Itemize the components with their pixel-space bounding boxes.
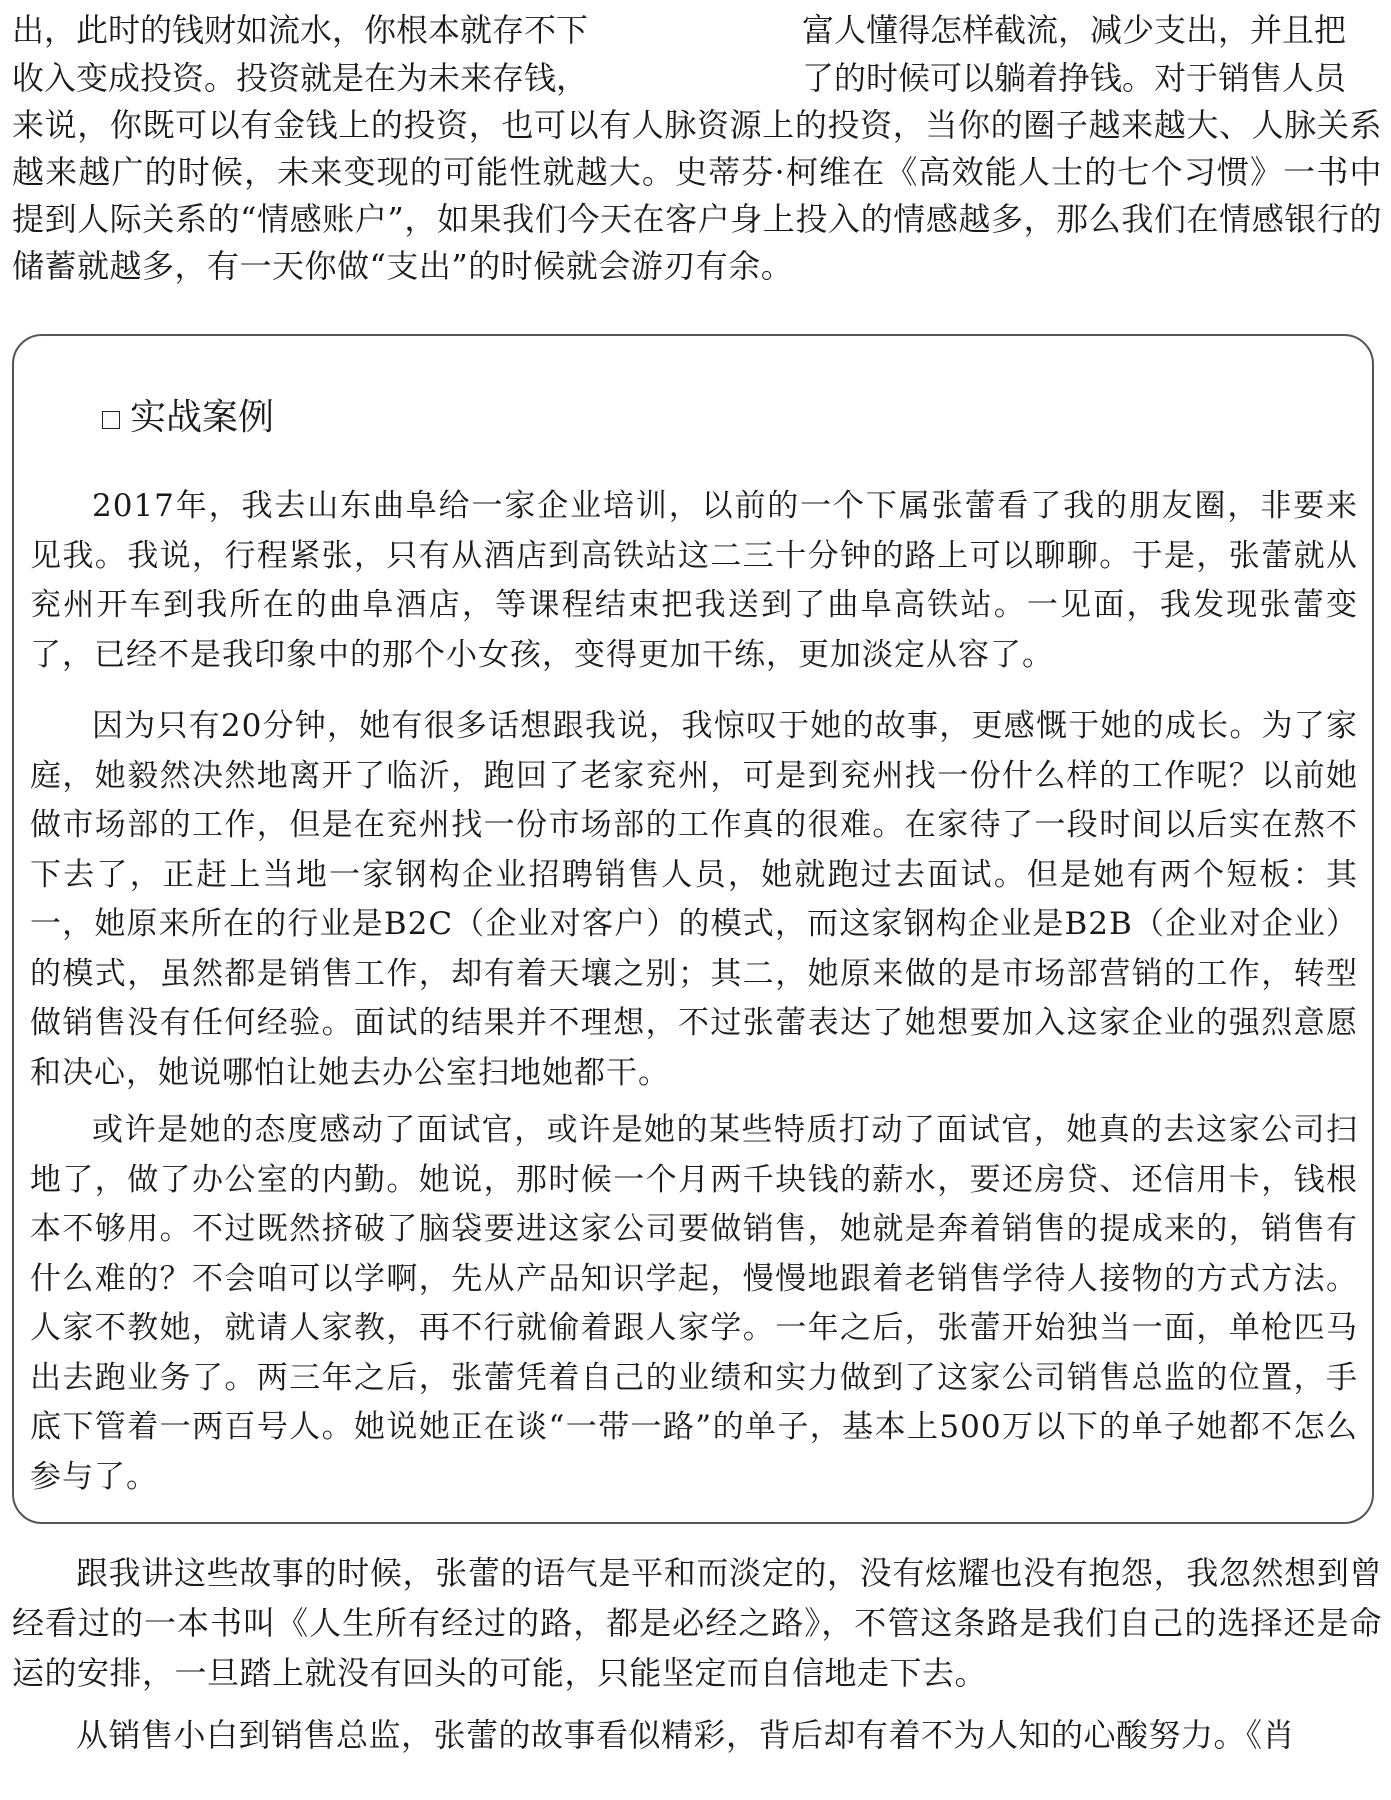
top-line-1-right: 富人懂得怎样截流，减少支出，并且把 (802, 11, 1347, 49)
case-study-box (12, 334, 1374, 1524)
top-line-1-left: 出，此时的钱财如流水，你根本就存不下 (12, 11, 589, 49)
case-paragraph-2: 因为只有20分钟，她有很多话想跟我说，我惊叹于她的故事，更感慨于她的成长。为了家庭，她毅然决然地离开了临沂，跑回了老家兖州，可是到兖州找一份什么样的工作呢？以前她做市场部的工作，但是在兖州找一份市场部的工作真的很难。在家待了一段时间以后实在熬不下去了，正赶上当地一家钢构企业招聘销售人员，她就跑过去面试。但是她有两个短板：其一，她原来所在的行业是B2C（企业对客户）的模式，而这家钢构企业是B2B（企业对企业）的模式，虽然都是销售工作，却有着天壤之别；其二，她原来做的是市场部营销的工作，转型做销售没有任何经验。面试的结果并不理想，不过张蕾表达了她想要加入这家企业的强烈意愿和决心，她说哪怕让她去办公室扫地她都干。 (30, 708, 1358, 1091)
top-paragraph-rest: 来说，你既可以有金钱上的投资，也可以有人脉资源上的投资，当你的圈子越来越大、人脉关系越来越广的时候，未来变现的可能性就越大。史蒂芬·柯维在《高效能人士的七个习惯》一书中提到人际关系的“情感账户”，如果我们今天在客户身上投入的情感越多，那么我们在情感银行的储蓄就越多，有一天你做“支出”的时候就会游刃有余。 (12, 106, 1382, 285)
case-paragraph-1: 2017年，我去山东曲阜给一家企业培训，以前的一个下属张蕾看了我的朋友圈，非要来见我。我说，行程紧张，只有从酒店到高铁站这二三十分钟的路上可以聊聊。于是，张蕾就从兖州开车到我所在的曲阜酒店，等课程结束把我送到了曲阜高铁站。一见面，我发现张蕾变了，已经不是我印象中的那个小女孩，变得更加干练，更加淡定从容了。 (30, 488, 1358, 673)
case-study-title (102, 394, 274, 442)
top-line-2-right: 了的时候可以躺着挣钱。对于销售人员 (802, 59, 1347, 97)
bottom-paragraph-2: 从销售小白到销售总监，张蕾的故事看似精彩，背后却有着不为人知的心酸努力。《肖 (76, 1716, 1296, 1754)
square-bullet-icon (102, 411, 120, 429)
bottom-paragraph-1: 跟我讲这些故事的时候，张蕾的语气是平和而淡定的，没有炫耀也没有抱怨，我忽然想到曾经看过的一本书叫《人生所有经过的路，都是必经之路》，不管这条路是我们自己的选择还是命运的安排，一旦踏上就没有回头的可能，只能坚定而自信地走下去。 (12, 1554, 1382, 1692)
case-paragraph-3: 或许是她的态度感动了面试官，或许是她的某些特质打动了面试官，她真的去这家公司扫地了，做了办公室的内勤。她说，那时候一个月两千块钱的薪水，要还房贷、还信用卡，钱根本不够用。不过既然挤破了脑袋要进这家公司要做销售，她就是奔着销售的提成来的，销售有什么难的？不会咱可以学啊，先从产品知识学起，慢慢地跟着老销售学待人接物的方式方法。人家不教她，就请人家教，再不行就偷着跟人家学。一年之后，张蕾开始独当一面，单枪匹马出去跑业务了。两三年之后，张蕾凭着自己的业绩和实力做到了这家公司销售总监的位置，手底下管着一两百号人。她说她正在谈“一带一路”的单子，基本上500万以下的单子她都不怎么参与了。 (30, 1112, 1358, 1495)
top-line-2-left: 收入变成投资。投资就是在为未来存钱， (12, 59, 589, 97)
case-study-title-text: 实战案例 (130, 397, 275, 438)
